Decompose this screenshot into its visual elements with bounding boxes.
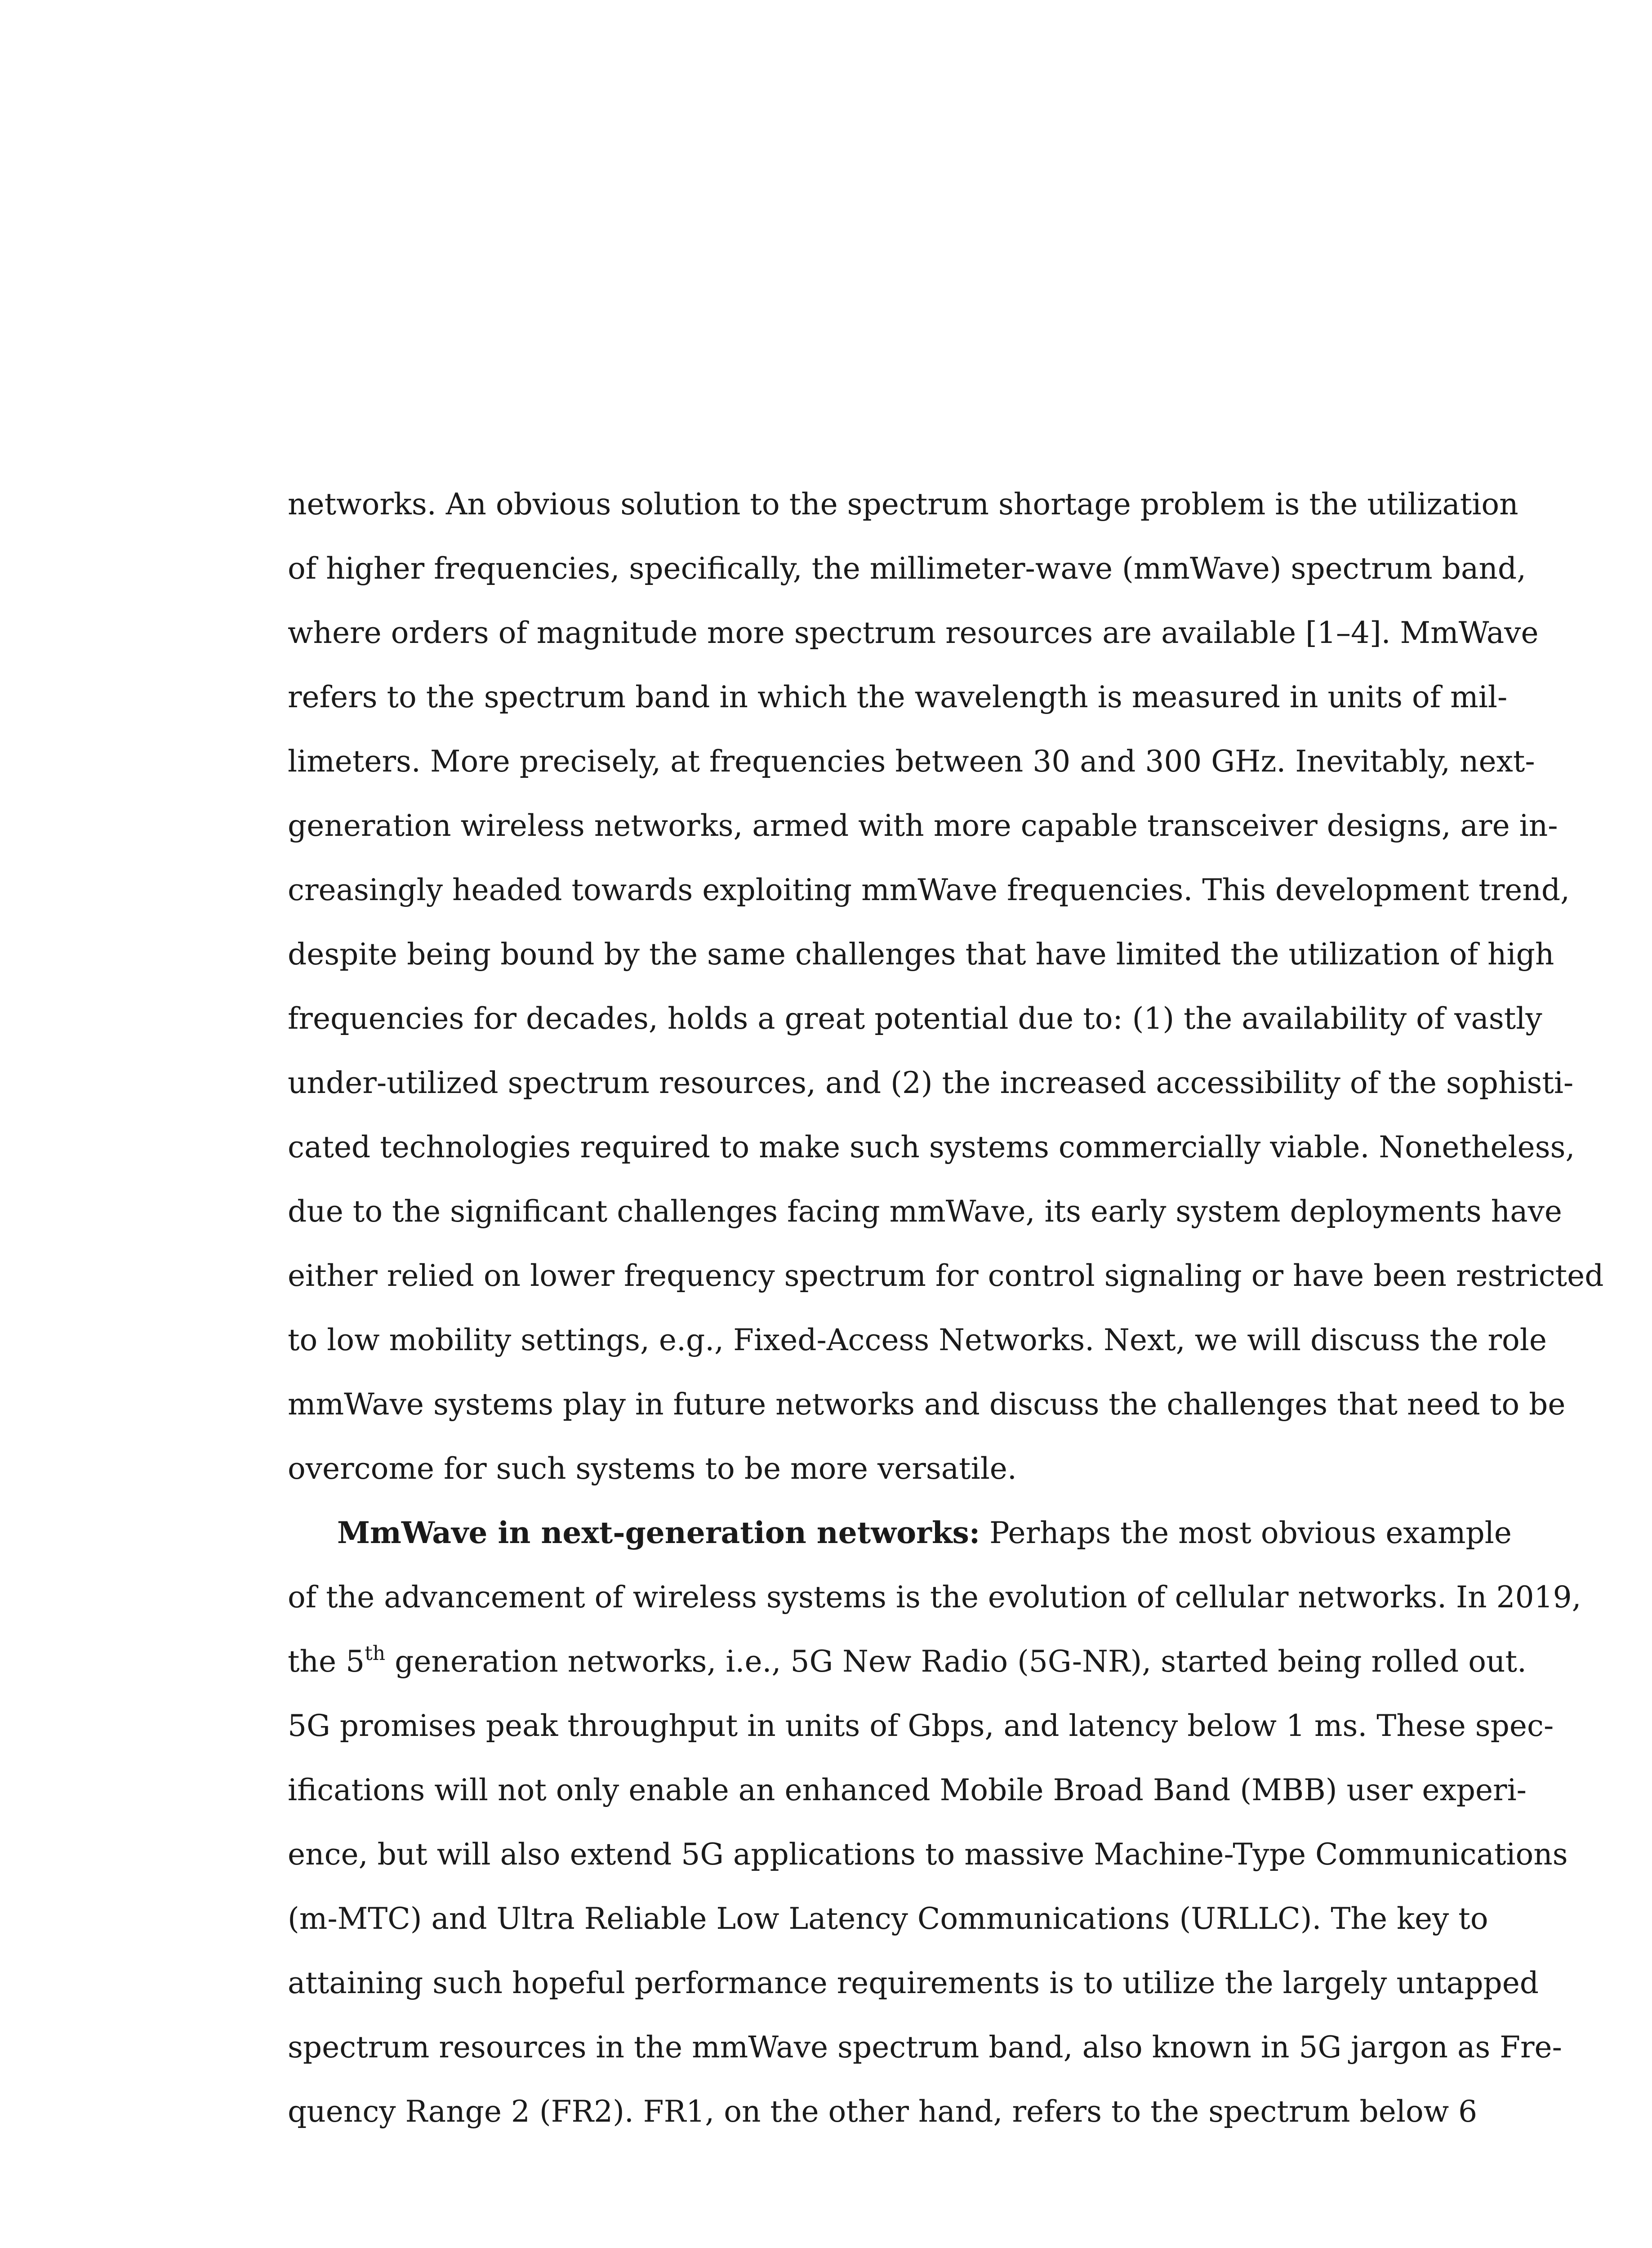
paragraph-line: either relied on lower frequency spectrum for control signaling or have been restricted xyxy=(288,1258,1604,1293)
paragraph-line: ence, but will also extend 5G applications to massive Machine-Type Communications xyxy=(288,1837,1568,1872)
paragraph-line: cated technologies required to make such systems commercially viable. Nonetheless, xyxy=(288,1130,1575,1164)
text-run: the 5 xyxy=(288,1644,365,1679)
paragraph-line: ifications will not only enable an enhanced Mobile Broad Band (MBB) user experi- xyxy=(288,1773,1527,1807)
paragraph-line: generation wireless networks, armed with more capable transceiver designs, are in- xyxy=(288,808,1558,843)
paragraph-line: attaining such hopeful performance requirements is to utilize the largely untapped xyxy=(288,1966,1539,2000)
paragraph-line: of the advancement of wireless systems is the evolution of cellular networks. In 2019, xyxy=(288,1580,1581,1615)
superscript: th xyxy=(365,1642,386,1665)
paragraph-line: where orders of magnitude more spectrum resources are available [1–4]. MmWave xyxy=(288,616,1539,650)
paragraph-line: despite being bound by the same challenges that have limited the utilization of high xyxy=(288,937,1554,972)
paragraph-line: limeters. More precisely, at frequencies between 30 and 300 GHz. Inevitably, next- xyxy=(288,744,1535,779)
paragraph-line: 5G promises peak throughput in units of Gbps, and latency below 1 ms. These spec- xyxy=(288,1708,1554,1743)
paragraph-line xyxy=(288,1629,1527,1694)
paragraph-line: under-utilized spectrum resources, and (2) the increased accessibility of the sophisti- xyxy=(288,1066,1574,1100)
paragraph-first-line xyxy=(288,1501,1512,1565)
paragraph-line: creasingly headed towards exploiting mmWave frequencies. This development trend, xyxy=(288,873,1570,907)
paragraph-line: (m-MTC) and Ultra Reliable Low Latency Communications (URLLC). The key to xyxy=(288,1901,1488,1936)
paragraph-line: networks. An obvious solution to the spectrum shortage problem is the utilization xyxy=(288,487,1518,522)
paragraph-line: spectrum resources in the mmWave spectrum band, also known in 5G jargon as Fre- xyxy=(288,2030,1562,2065)
section-run-in-heading: MmWave in next-generation networks: xyxy=(337,1515,980,1550)
paragraph-line: due to the significant challenges facing mmWave, its early system deployments have xyxy=(288,1194,1562,1229)
paragraph-line: refers to the spectrum band in which the wavelength is measured in units of mil- xyxy=(288,680,1508,714)
paragraph-text xyxy=(288,1644,385,1679)
paragraph-line: overcome for such systems to be more versatile. xyxy=(288,1451,1017,1486)
paragraph-line: to low mobility settings, e.g., Fixed-Access Networks. Next, we will discuss the role xyxy=(288,1323,1547,1357)
paragraph-line: mmWave systems play in future networks and discuss the challenges that need to be xyxy=(288,1387,1566,1422)
paragraph-text: generation networks, i.e., 5G New Radio (5G-NR), started being rolled out. xyxy=(395,1644,1527,1679)
paragraph-line: of higher frequencies, specifically, the millimeter-wave (mmWave) spectrum band, xyxy=(288,551,1527,586)
paragraph-line: frequencies for decades, holds a great potential due to: (1) the availability of vastly xyxy=(288,1001,1542,1036)
body-text xyxy=(288,472,1604,2144)
paragraph-text: Perhaps the most obvious example xyxy=(989,1516,1512,1550)
paragraph-line: quency Range 2 (FR2). FR1, on the other hand, refers to the spectrum below 6 xyxy=(288,2094,1478,2129)
